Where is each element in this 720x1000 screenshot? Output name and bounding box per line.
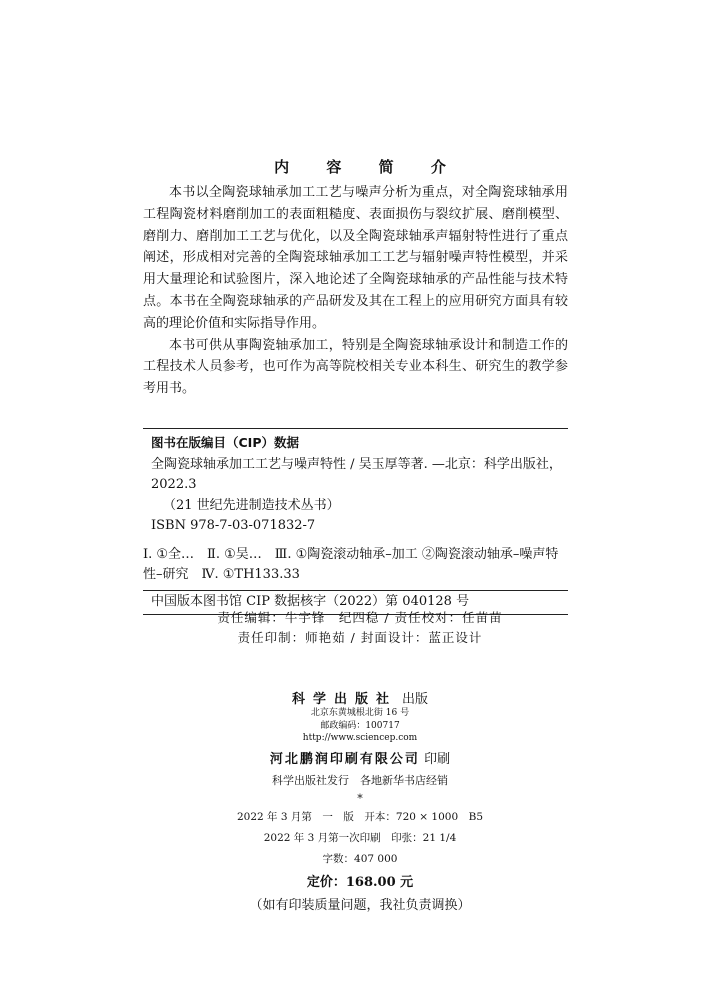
- publisher-name: 科学出版社: [291, 692, 397, 707]
- publisher-postcode: 邮政编码：100717: [320, 720, 400, 731]
- printer-name: 河北鹏润印刷有限公司: [269, 751, 420, 767]
- staff-line-editors: 责任编辑：牛宇锋 纪四稳 / 责任校对：任苗苗: [217, 610, 503, 625]
- cip-series: （21 世纪先进制造技术丛书）: [163, 497, 340, 513]
- summary-paragraph-2: 本书可供从事陶瓷轴承加工，特别是全陶瓷球轴承设计和制造工作的工程技术人员参考，也可作为高等院校相关专业本科生、研究生的教学参考用书。: [143, 337, 568, 397]
- publisher-suffix: 出版: [402, 692, 429, 707]
- cip-record: 全陶瓷球轴承加工工艺与噪声特性 / 吴玉厚等著. —北京：科学出版社，2022.3: [151, 456, 562, 492]
- publisher-address: 北京东黄城根北街 16 号: [310, 708, 410, 718]
- edition-line: 2022 年 3 月第 一 版 开本：720 × 1000 B5: [236, 810, 484, 823]
- publisher-line: [0, 688, 720, 707]
- summary-section: [143, 182, 568, 400]
- cip-isbn: ISBN 978-7-03-071832-7: [151, 518, 316, 533]
- separator-star: *: [357, 791, 363, 805]
- printing-line: 2022 年 3 月第一次印刷 印张：21 1/4: [263, 831, 457, 844]
- summary-paragraph-1: 本书以全陶瓷球轴承加工工艺与噪声分析为重点，对全陶瓷球轴承用工程陶瓷材料磨削加工的表面粗糙度、表面损伤与裂纹扩展、磨削模型、磨削力、磨削加工工艺与优化，以及全陶瓷球轴承声辐射特性进行了重点阐述，形成相对完善的全陶瓷球轴承加工工艺与辐射噪声特性模型，并采用大量理论和试验图片，深入地论述了全陶瓷球轴承的产品性能与技术特点。本书在全陶瓷球轴承的产品研发及其在工程上的应用研究方面具有较高的理论价值和实际指导作用。: [143, 185, 568, 331]
- summary-title: 内 容 简 介: [274, 158, 462, 176]
- word-count: 字数：407 000: [322, 852, 398, 865]
- quality-note: （如有印装质量问题，我社负责调换）: [249, 897, 471, 913]
- price: 定价：168.00 元: [306, 874, 414, 890]
- printer-suffix: 印刷: [424, 751, 451, 767]
- publication-info: [0, 688, 720, 913]
- cip-classification: Ⅰ. ①全… Ⅱ. ①吴… Ⅲ. ①陶瓷滚动轴承–加工 ②陶瓷滚动轴承–噪声特性–研究 Ⅳ. ①TH133.33: [143, 546, 559, 582]
- cip-heading: 图书在版编目（CIP）数据: [151, 435, 299, 450]
- cip-data-block: [143, 428, 568, 615]
- printer-line: [0, 748, 720, 767]
- publisher-url: http://www.sciencep.com: [302, 733, 418, 743]
- distribution-line: 科学出版社发行 各地新华书店经销: [272, 773, 448, 787]
- cip-number: 中国版本图书馆 CIP 数据核字（2022）第 040128 号: [143, 590, 568, 615]
- staff-line-printing: 责任印制：师艳茹 / 封面设计：蓝正设计: [237, 630, 483, 645]
